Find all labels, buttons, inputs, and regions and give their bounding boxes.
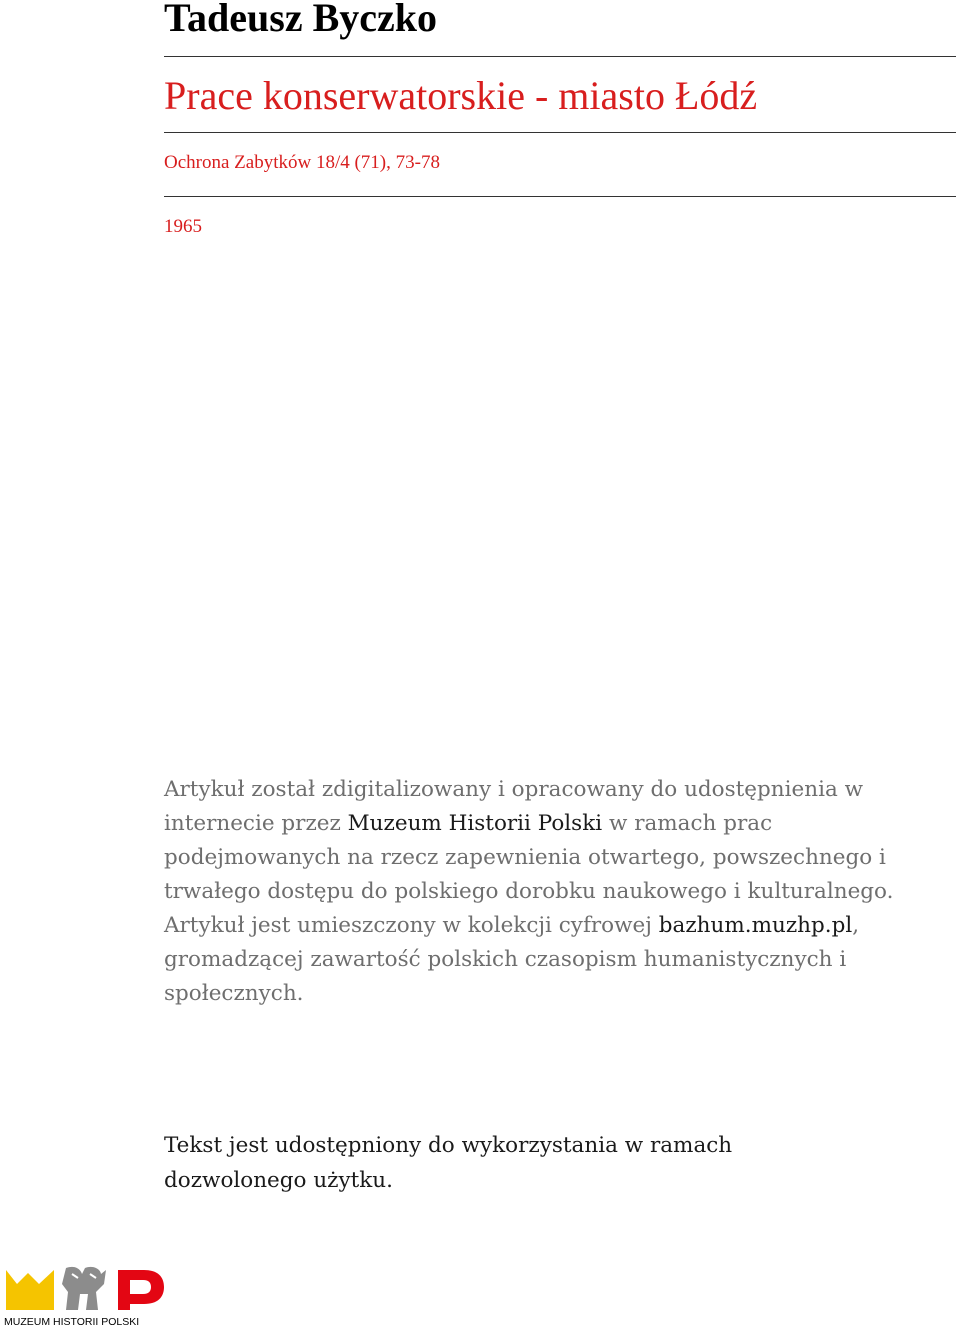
author-name: Tadeusz Byczko: [164, 0, 438, 40]
notice-text: w ramach prac podejmowanych na rzecz zapewnienia otwartego, powszechnego i trwałego dostępu do polskiego dorobku naukowego i kulturalnego. Artykuł jest umieszczony w kolekcji cyfrowej: [164, 811, 894, 938]
logo-caption: MUZEUM HISTORII POLSKI: [4, 1316, 140, 1328]
license-notice: Tekst jest udostępniony do wykorzystania w ramach dozwolonego użytku.: [164, 1133, 733, 1193]
notice-text: Artykuł został zdigitalizowany i opracowany do udostępnienia w internecie przez: [164, 777, 864, 836]
article-title: Prace konserwatorskie - miasto Łódź: [164, 73, 758, 118]
notice-text: , gromadzącej zawartość polskich czasopism humanistycznych i społecznych.: [164, 913, 860, 1006]
museum-logo-icon: [4, 1262, 166, 1316]
digitization-notice: [164, 773, 944, 1011]
museum-logo: [4, 1262, 166, 1330]
divider: [164, 132, 956, 133]
collection-link[interactable]: bazhum.muzhp.pl: [658, 913, 853, 938]
museum-name: Muzeum Historii Polski: [347, 811, 603, 836]
journal-source: Ochrona Zabytków 18/4 (71), 73-78: [164, 152, 440, 173]
publication-year: 1965: [164, 216, 202, 237]
divider: [164, 56, 956, 57]
divider: [164, 196, 956, 197]
